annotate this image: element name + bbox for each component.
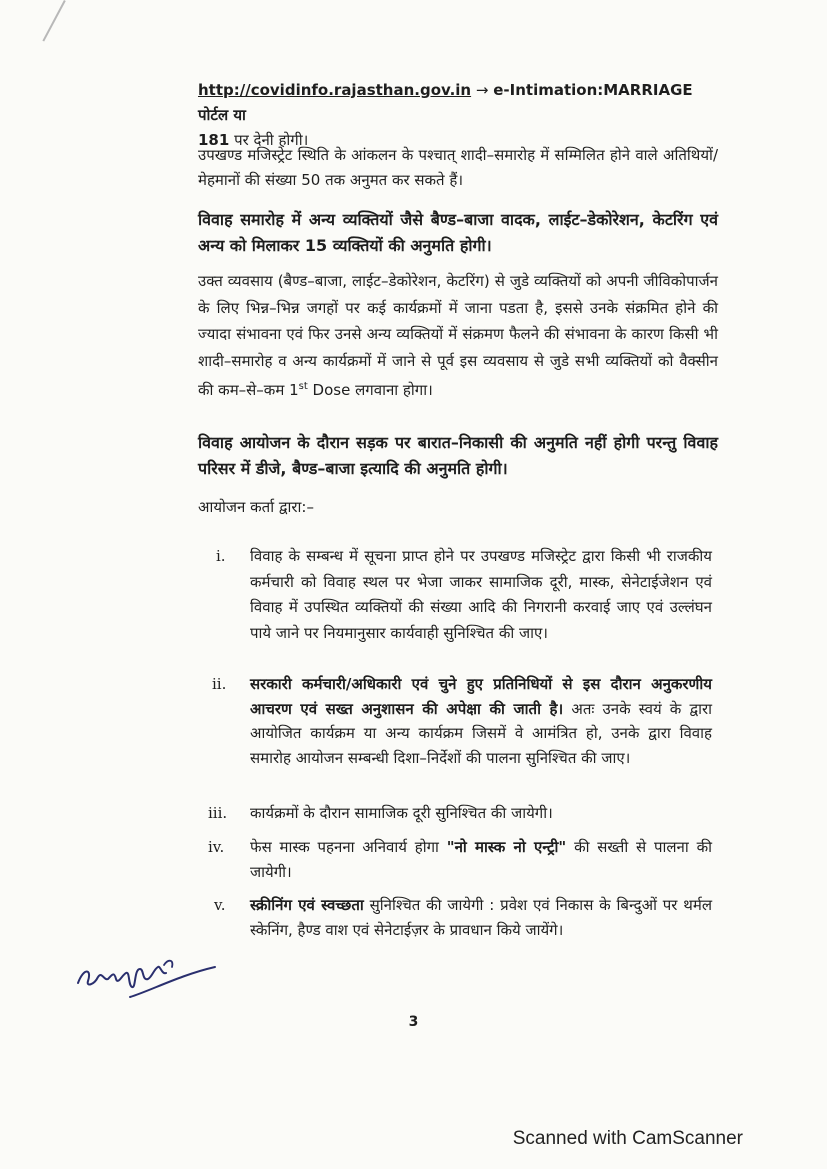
list-item-text: अतः उनके स्वयं के द्वारा आयोजित कार्यक्रम या अन्य कार्यक्रम जिसमें वे आमंत्रित हो, उनके द्वारा विवाह समारोह आयोजन सम्बन्धी दिशा–निर्देशों की पालना सुनिश्चित की जाए। <box>250 699 712 767</box>
helpline-number: 181 <box>198 131 230 149</box>
intro-line <box>198 78 718 153</box>
list-item-number: iii. <box>208 804 228 822</box>
list-item-content <box>250 835 712 885</box>
vendor-limit-paragraph: विवाह समारोह में अन्य व्यक्तियों जैसे बैण्ड–बाजा वादक, लाईट–डेकोरेशन, केटरिंग एवं अन्य को मिलाकर 15 व्यक्तियों की अनुमति होगी। <box>198 210 718 255</box>
intro-tail-text: पर देनी होगी। <box>234 131 309 149</box>
signature-image <box>70 945 220 1005</box>
list-item-bold-text: सरकारी कर्मचारी/अधिकारी एवं चुने हुए प्रतिनिधियों से इस दौरान अनुकरणीय आचरण एवं सख्त अनुशासन की अपेक्षा की जाती है। <box>250 675 712 718</box>
dose-superscript: st <box>298 381 308 392</box>
list-item-number: iv. <box>208 838 225 856</box>
dose-word: Dose <box>312 381 351 399</box>
list-item-content <box>250 672 712 770</box>
list-item-number: i. <box>216 547 226 565</box>
list-item-text-pre: फेस मास्क पहनना अनिवार्य होगा <box>250 838 439 856</box>
organizer-label: आयोजन कर्ता द्वारा:– <box>198 498 314 516</box>
list-item-text: सुनिश्चित की जायेगी : प्रवेश एवं निकास के बिन्दुओं पर थर्मल स्केनिंग, हैण्ड वाश एवं सेनेटाईज़र के प्रावधान किये जायेंगे। <box>250 896 712 939</box>
vaccination-text: उक्त व्यवसाय (बैण्ड–बाजा, लाईट–डेकोरेशन, केटरिंग) से जुडे व्यक्तियों को अपनी जीविकोपार्जन के लिए भिन्न–भिन्न जगहों पर कई कार्यक्रमों में जाना पडता है, इससे उनके संक्रमित होने की ज्यादा संभावना एवं फिर उनसे अन्य व्यक्तियों में संक्रमण फैलने की संभावना के कारण किसी भी शादी–समारोह व अन्य कार्यक्रमों में जाने से पूर्व इस व्यवसाय से जुडे सभी व्यक्तियों को वैक्सीन की कम–से–कम <box>198 272 718 399</box>
list-item-number: v. <box>214 896 226 914</box>
list-item-text: कार्यक्रमों के दौरान सामाजिक दूरी सुनिश्चित की जायेगी। <box>250 804 553 822</box>
intro-portal-text: e-Intimation:MARRIAGE पोर्टल या <box>198 81 693 124</box>
list-item-number: ii. <box>212 675 227 693</box>
list-item-bold-text: स्क्रीनिंग एवं स्वच्छता <box>250 896 364 914</box>
list-item-content <box>250 893 712 943</box>
page-edge-line <box>42 0 65 42</box>
page-number: 3 <box>408 1014 419 1030</box>
guest-limit-paragraph: उपखण्ड मजिस्ट्रेट स्थिति के आंकलन के पश्चात् शादी–समारोह में सम्मिलित होने वाले अतिथियों/मेहमानों की संख्या 50 तक अनुमत कर सकते हैं। <box>198 146 718 189</box>
scanner-watermark: Scanned with CamScanner <box>512 1128 743 1149</box>
list-item-bold-text: "नो मास्क नो एन्ट्री" <box>446 838 567 856</box>
vaccination-tail: लगवाना होगा। <box>355 381 433 399</box>
arrow-icon: → <box>475 81 489 99</box>
vaccination-paragraph <box>198 268 718 404</box>
dose-number: 1 <box>289 381 299 399</box>
list-item-text-post: की सख्ती से पालना की जायेगी। <box>250 838 712 881</box>
list-item-text: विवाह के सम्बन्ध में सूचना प्राप्त होने पर उपखण्ड मजिस्ट्रेट द्वारा किसी भी राजकीय कर्मचारी को विवाह स्थल पर भेजा जाकर सामाजिक दूरी, मास्क, सेनेटाईजेशन एवं विवाह में उपस्थित व्यक्तियों की संख्या आदि की निगरानी करवाई जाए एवं उल्लंघन पाये जाने पर नियमानुसार कार्यवाही सुनिश्चित की जाए। <box>250 547 712 642</box>
portal-url-link[interactable]: http://covidinfo.rajasthan.gov.in <box>198 81 472 99</box>
procession-paragraph: विवाह आयोजन के दौरान सड़क पर बारात–निकासी की अनुमति नहीं होगी परन्तु विवाह परिसर में डीजे, बैण्ड–बाजा इत्यादि की अनुमति होगी। <box>198 433 718 478</box>
